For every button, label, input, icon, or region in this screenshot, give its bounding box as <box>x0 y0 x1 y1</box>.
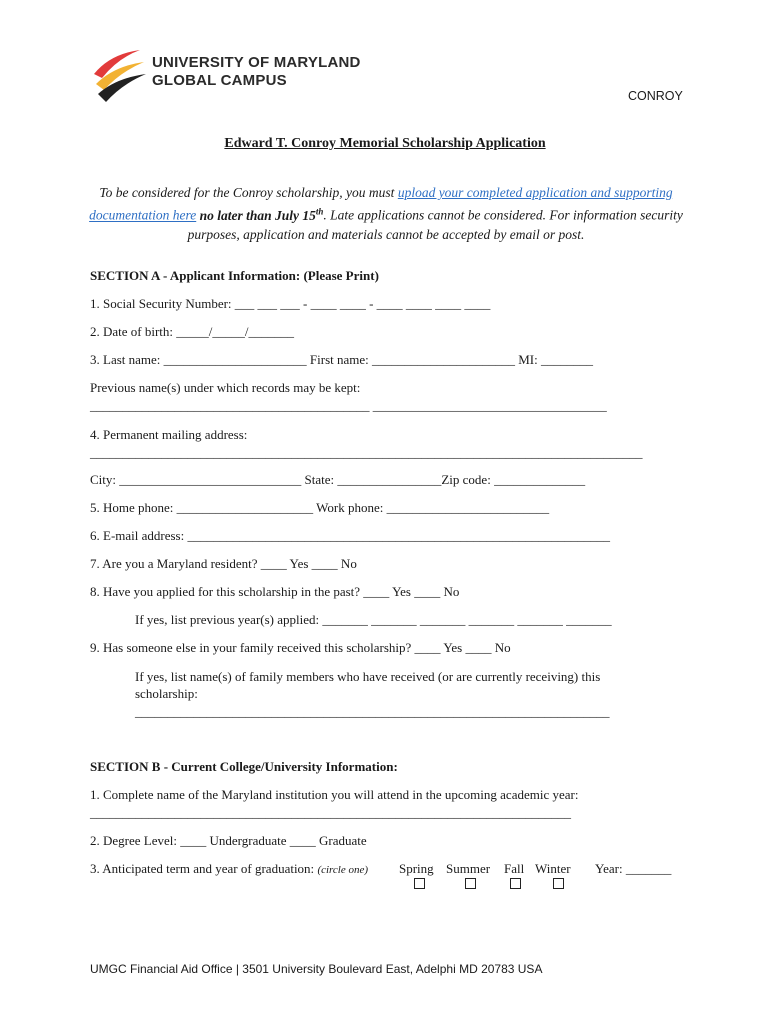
email-field[interactable]: 6. E-mail address: _________________________________________________________________ <box>90 528 610 543</box>
fall-checkbox[interactable] <box>510 878 521 889</box>
family-received-field[interactable]: 9. Has someone else in your family received this scholarship? ____ Yes ____ No <box>90 640 511 655</box>
term-fall: Fall <box>504 861 525 876</box>
family-names-label: If yes, list name(s) of family members who have received (or are currently receiving) this scholarship: <box>135 669 601 701</box>
previous-names-label: Previous name(s) under which records may be kept: <box>90 380 361 395</box>
degree-level-field[interactable]: 2. Degree Level: ____ Undergraduate ____ Graduate <box>90 833 367 848</box>
term-spring: Spring <box>399 861 434 876</box>
applied-years-field[interactable]: If yes, list previous year(s) applied: _______ _______ _______ _______ _______ _______ <box>135 612 612 627</box>
logo-line-1: UNIVERSITY OF MARYLAND <box>152 54 361 71</box>
ssn-field[interactable]: 1. Social Security Number: ___ ___ ___ - ____ ____ - ____ ____ ____ ____ <box>90 296 491 311</box>
applied-before-field[interactable]: 8. Have you applied for this scholarship in the past? ____ Yes ____ No <box>90 584 460 599</box>
circle-one-hint: (circle one) <box>317 864 369 876</box>
page-footer: UMGC Financial Aid Office | 3501 University Boulevard East, Adelphi MD 20783 USA <box>90 962 543 976</box>
address-label: 4. Permanent mailing address: <box>90 427 248 442</box>
form-code: CONROY <box>628 89 683 103</box>
institution-field[interactable]: __________________________________________________________________________ <box>90 805 571 820</box>
term-summer: Summer <box>446 861 491 876</box>
section-b-heading: SECTION B - Current College/University Information: <box>90 759 398 774</box>
upload-link[interactable]: upload your completed application and supporting documentation here <box>89 185 673 223</box>
logo-swoosh-icon <box>90 44 150 104</box>
resident-field[interactable]: 7. Are you a Maryland resident? ____ Yes ____ No <box>90 556 357 571</box>
umgc-logo <box>90 44 390 104</box>
graduation-term-label: 3. Anticipated term and year of graduation: (circle one) <box>90 861 369 876</box>
name-field[interactable]: 3. Last name: ______________________ First name: ______________________ MI: ________ <box>90 352 594 367</box>
phone-field[interactable]: 5. Home phone: _____________________ Work phone: _________________________ <box>90 500 550 515</box>
intro-text-1: To be considered for the Conroy scholarship, you must <box>99 185 398 200</box>
section-a-heading: SECTION A - Applicant Information: (Please Print) <box>90 268 379 283</box>
spring-checkbox[interactable] <box>414 878 425 889</box>
winter-checkbox[interactable] <box>553 878 564 889</box>
address-field[interactable]: _____________________________________________________________________________________ <box>90 445 643 460</box>
previous-names-field[interactable]: ___________________________________________ ____________________________________ <box>90 398 607 413</box>
intro-text-2: . Late applications cannot be considered. For information security purposes, application and materials cannot be accepted by email or post. <box>187 207 683 242</box>
intro-paragraph <box>86 183 686 244</box>
page-title: Edward T. Conroy Memorial Scholarship Application <box>224 136 546 151</box>
city-state-zip-field[interactable]: City: ____________________________ State: ________________Zip code: ______________ <box>90 472 586 487</box>
graduation-year-field[interactable]: Year: _______ <box>595 861 672 876</box>
summer-checkbox[interactable] <box>465 878 476 889</box>
family-names-field[interactable]: _________________________________________________________________________ <box>135 704 610 719</box>
logo-line-2: GLOBAL CAMPUS <box>152 72 287 89</box>
term-winter: Winter <box>535 861 571 876</box>
institution-label: 1. Complete name of the Maryland institution you will attend in the upcoming academic year: <box>90 787 579 802</box>
deadline-text: no later than July 15th <box>196 206 324 223</box>
dob-field[interactable]: 2. Date of birth: _____/_____/_______ <box>90 324 295 339</box>
